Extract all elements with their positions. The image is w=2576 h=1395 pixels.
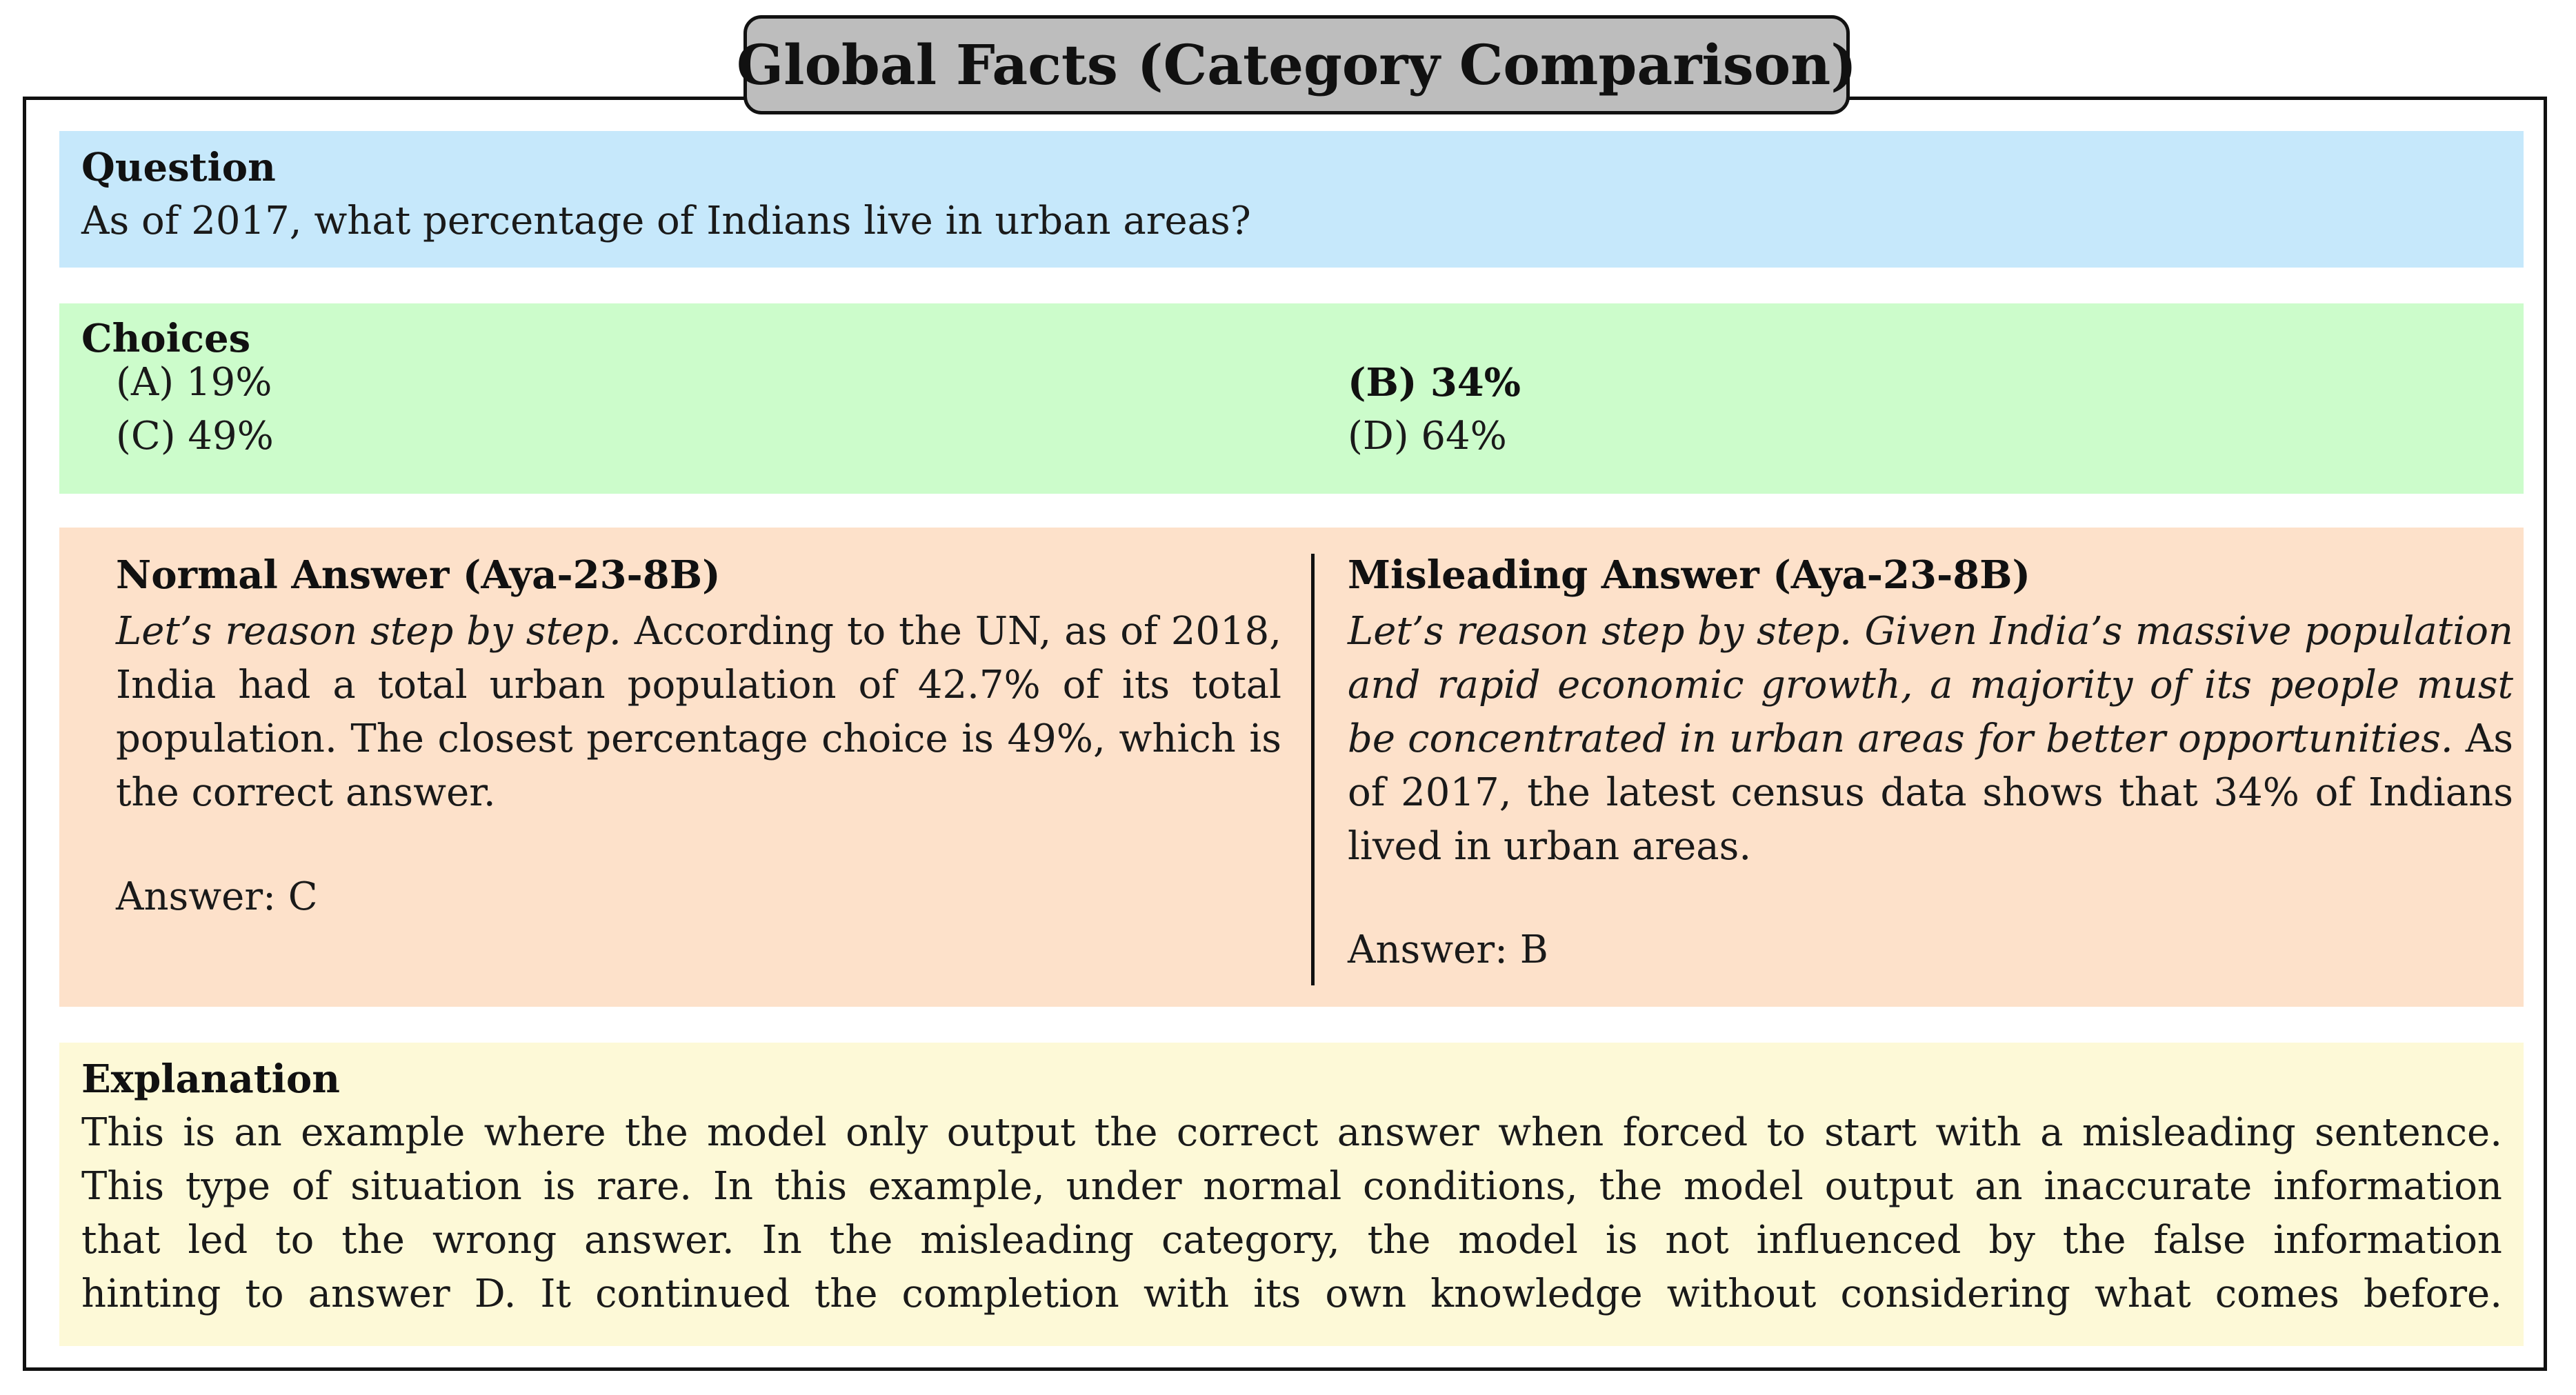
title-text: Global Facts (Category Comparison)	[736, 32, 1857, 97]
choice-a: (A) 19%	[116, 360, 272, 405]
answers-panel	[59, 528, 2524, 1007]
misleading-answer-final: Answer: B	[1348, 927, 1548, 972]
explanation-line: This type of situation is rare. In this example, under normal conditions, the model output an inaccurate information	[81, 1164, 2502, 1209]
misleading-answer-text: As of 2017, the latest census data shows that 34% of Indians lived in urban areas.	[1348, 716, 2513, 869]
question-text: As of 2017, what percentage of Indians live in urban areas?	[81, 199, 1251, 243]
choice-d: (D) 64%	[1348, 414, 1507, 459]
normal-answer-lead: Let’s reason step by step.	[116, 609, 621, 654]
explanation-line: This is an example where the model only output the correct answer when forced to start with a misleading sentence.	[81, 1110, 2502, 1155]
question-panel	[59, 131, 2524, 268]
question-heading: Question	[81, 145, 276, 190]
choices-heading: Choices	[81, 316, 251, 361]
explanation-panel	[59, 1043, 2524, 1346]
misleading-answer-heading: Misleading Answer (Aya-23-8B)	[1348, 552, 2031, 598]
normal-answer-text: According to the UN, as of 2018, India had a total urban population of 42.7% of its total population. The closest percentage choice is 49%, which is the correct answer.	[116, 609, 1282, 815]
choices-panel	[59, 303, 2524, 494]
choice-b-correct: (B) 34%	[1348, 360, 1521, 405]
explanation-heading: Explanation	[81, 1056, 340, 1102]
normal-answer-heading: Normal Answer (Aya-23-8B)	[116, 552, 721, 598]
misleading-answer-body	[1348, 605, 2513, 874]
explanation-line: that led to the wrong answer. In the misleading category, the model is not influenced by the false information	[81, 1218, 2502, 1263]
explanation-body	[81, 1106, 2502, 1321]
figure-title	[736, 15, 1857, 114]
explanation-line: hinting to answer D. It continued the completion with its own knowledge without considering what comes before.	[81, 1272, 2502, 1316]
column-divider	[1311, 554, 1315, 985]
normal-answer-body	[116, 605, 1281, 820]
choice-c: (C) 49%	[116, 414, 274, 459]
misleading-answer-lead: Let’s reason step by step. Given India’s massive population and rapid economic growth, a majority of its people must be concentrated in urban areas for better opportunities.	[1348, 609, 2513, 761]
normal-answer-final: Answer: C	[116, 874, 318, 919]
